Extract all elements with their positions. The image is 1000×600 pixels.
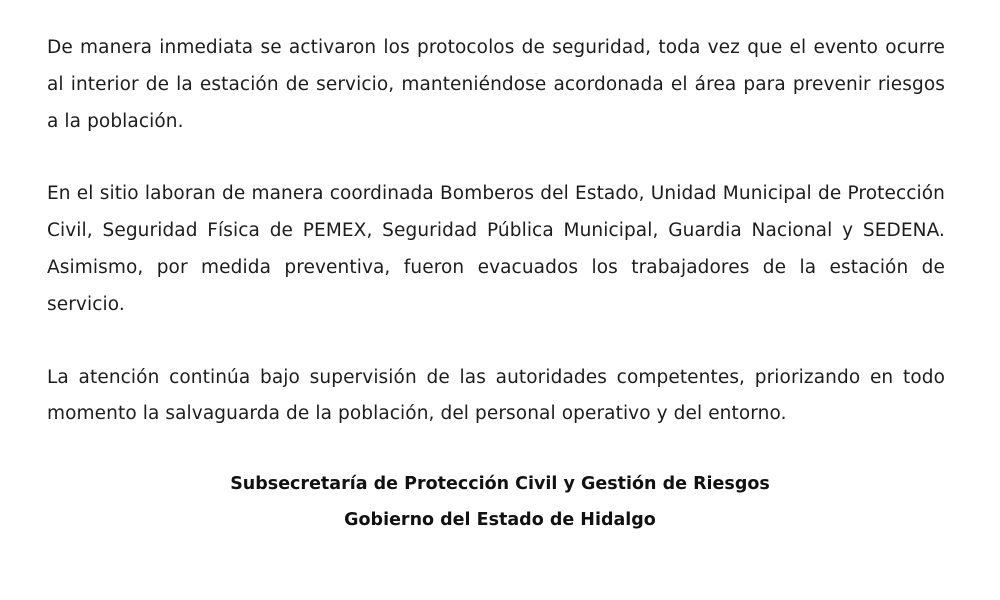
signature-government: Gobierno del Estado de Hidalgo bbox=[344, 510, 656, 530]
signature-block bbox=[0, 466, 1000, 538]
paragraph-ongoing-attention: La atención continúa bajo supervisión de las autoridades competentes, priorizando en todo momento la salvaguarda de la población, del personal operativo y del entorno. bbox=[47, 366, 945, 425]
paragraph-security-protocols: De manera inmediata se activaron los protocolos de seguridad, toda vez que el evento ocurre al interior de la estación de servicio, manteniéndose acordonada el área para prevenir riesgos a la población. bbox=[47, 37, 945, 132]
signature-office: Subsecretaría de Protección Civil y Gestión de Riesgos bbox=[230, 474, 770, 494]
document-body bbox=[47, 30, 945, 433]
paragraph-coordinated-agencies: En el sitio laboran de manera coordinada Bomberos del Estado, Unidad Municipal de Protección Civil, Seguridad Física de PEMEX, Seguridad Pública Municipal, Guardia Nacional y SEDENA. Asimismo, por medida preventiva, fueron evacuados los trabajadores de la estación de servicio. bbox=[47, 183, 945, 315]
